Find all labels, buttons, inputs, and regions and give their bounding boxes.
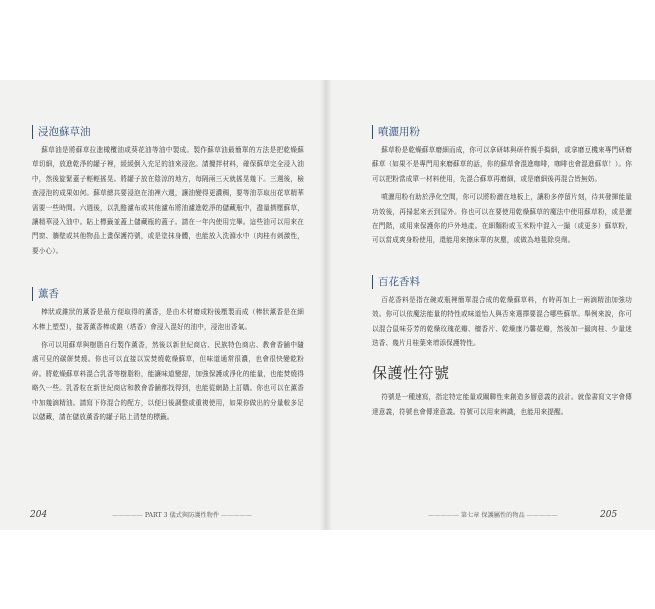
- section-heading-text: 百花香料: [378, 275, 420, 288]
- paragraph: 符號是一種速寫，指定特定能量或關聯性來創造多層意義的設計。就像書寫文字會傳達意義，符號也會傳達意義。符號可以用來辨識，也能用來提醒。: [372, 393, 632, 416]
- paragraph: 蘇草油是將蘇草拉進橄欖油或葵花油等油中製成。製作蘇草油最簡單的方法是把乾燥蘇草切細，放進乾淨的罐子裡，緩緩倒入充足的油來浸泡。請攪拌材料，確保蘇草完全浸入油中，然後旋緊蓋子輕輕搖晃。將罐子放在陰涼的地方，每隔兩三天就搖晃幾下。三週後，檢查浸泡的成果如何。蘇草總共要浸泡在油裡六週，讓油變得更濃稠，要等油萃取出花草精華需要一些時間。六週後，以乳酪濾布或其他濾布將油濾進乾淨的儲藏瓶中，盡量擠壓蘇草，讓精華浸入油中。貼上標籤並蓋上儲藏瓶的蓋子。請在一年內使用完畢。這些油可以用來在門窗、牆壁或其他物品上畫保護符號，或是塗抹身體，也能放入洗滌水中（肉桂有刺激性，要小心）。: [32, 146, 304, 255]
- book-spread: [0, 80, 655, 530]
- running-footer-left: ————— PART 3 儀式與防護性物件 —————: [112, 512, 252, 519]
- page-number-left: 204: [30, 510, 48, 520]
- paragraph: 噴灑用粉有助於淨化空間，你可以將粉灑在地板上，讓粉多停留片刻，待其發揮能量功效後，再掃起來丟到屋外。你也可以在要使用乾燥蘇草的魔法中使用蘇草粉，或是灑在門階，或用來保護你的戶外地產。在細麵粉或玉米粉中混入一撮（或更多）蘇草粉，可以當成爽身粉使用，還能用來擦床單的灰塵，或做為地毯除臭劑。: [372, 193, 632, 245]
- paragraph: 蘇草粉是乾燥蘇草磨細而成，你可以拿研缽與研杵親手搗細，或拿磨豆機來專門研磨蘇草（如果不是專門用來磨蘇草的話，你的蘇草會混進咖啡，咖啡也會混進蘇草！）。你可以把粉當成單一材料使用，先混合蘇草再磨細，或是磨細後再混合皆無妨。: [372, 146, 632, 183]
- chapter-heading: 保護性符號: [372, 364, 450, 383]
- footer-text: PART 3 儀式與防護性物件: [144, 512, 220, 519]
- left-page: [32, 120, 304, 429]
- section-heading-incense: [32, 287, 59, 301]
- page-number-right: 205: [600, 510, 618, 520]
- running-footer-right: ————— 第七章 保護屬性的物品 —————: [428, 512, 558, 519]
- right-page: [372, 120, 632, 423]
- paragraph: 百花香料是指在碗或瓶裡簡單混合成的乾燥蘇草料，有時再加上一兩滴精油加強功效。你可以依魔法能量的特性或味道怡人與否來選擇要混合哪些蘇草。舉例來說，你可以混合鼠味芬芳的乾燥玫瑰花瓣、檀香片、乾燥康乃馨花瓣，然後加一撮肉桂、少量迷迭香、幾片月桂葉來增添保護特性。: [372, 295, 632, 348]
- section-heading-sprinkling-powder: [372, 125, 420, 139]
- paragraph: 棒狀或錐狀的薰香是最方便取得的薰香，是由木材磨成粉後壓製而成（棒狀薰香是在細木棒上塑型），接著薰香棒或錐（塔香）會浸入混好的油中，浸泡出香氣。: [32, 308, 304, 331]
- section-heading-text: 噴灑用粉: [378, 126, 420, 138]
- section-heading-potpourri: [372, 275, 420, 289]
- footer-text: 第七章 保護屬性的物品: [460, 512, 525, 519]
- section-heading-text: 浸泡蘇草油: [38, 126, 91, 138]
- paragraph: 你可以用蘇草與樹脂自行製作薰香，然後以新世紀商店、民族特色商店、教會香舖中隨處可見的碳餅焚燒。你也可以直接以炭焚燒乾燥蘇草，但味道通常很濃，也會很快變乾粉碎。將乾燥蘇草料混合乳香等樹脂粉，能讓味道變甜，加強保護或淨化的能量，也能焚燒得略久一些。乳香粒在新世紀商店和教會香舖都找得到，也能從網路上訂購。你也可以在薰香中加幾滴精油。請寫下你混合的配方，以便日後調整或重複使用，如果你做出的分量較多足以儲藏，請在儲放薰香的罐子貼上清楚的標籤。: [32, 341, 304, 422]
- section-heading-text: 薰香: [38, 288, 59, 301]
- section-heading-infused-oil: [32, 125, 91, 139]
